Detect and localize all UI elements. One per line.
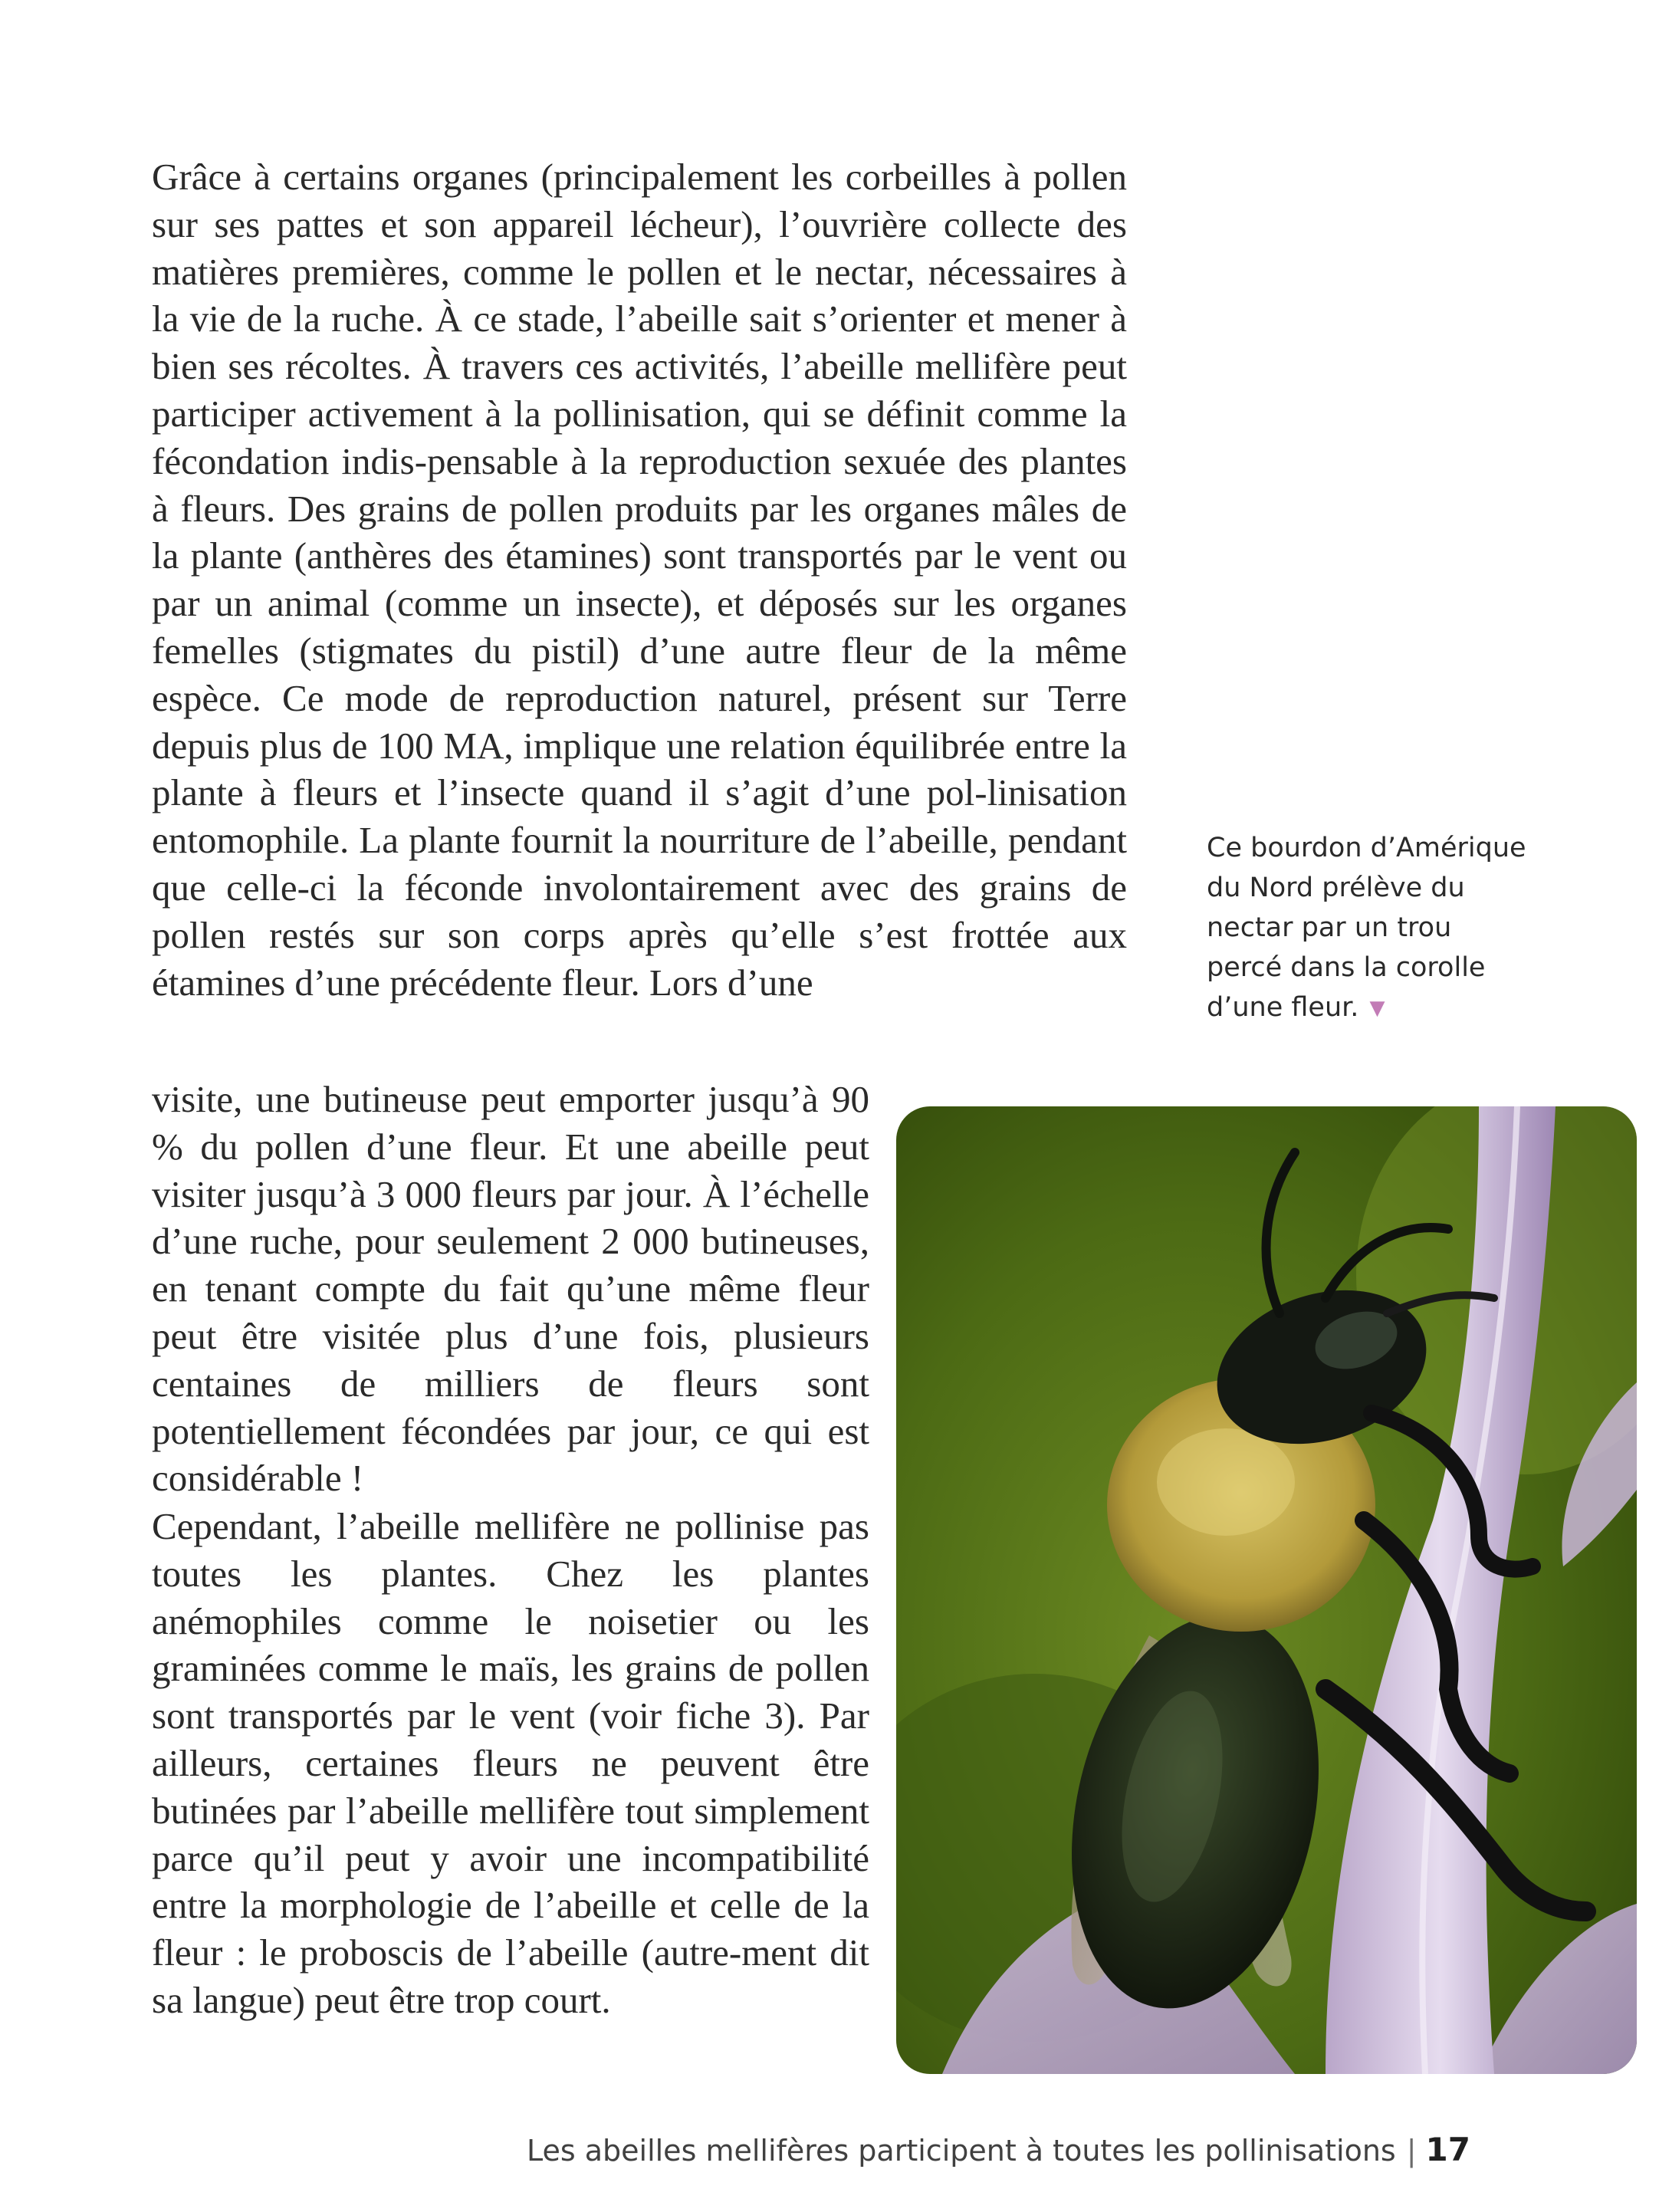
body-paragraph-2: visite, une butineuse peut emporter jusqu’à 90 % du pollen d’une fleur. Et une abeille peut visiter jusqu’à 3 000 fleurs par jour. À l’échelle d’une ruche, pour seulement 2 000 butineuses, en tenant compte du fait qu’une même fleur peut être visitée plus d’une fois, plusieurs centaines de milliers de fleurs sont potentiellement fécondées par jour, ce qui est considérable !: [152, 1078, 869, 1500]
page-number: 17: [1425, 2131, 1470, 2168]
caption-text: Ce bourdon d’Amérique du Nord prélève du nectar par un trou percé dans la corolle d’une fleur.: [1207, 833, 1526, 1023]
bumblebee-illustration: [896, 1106, 1637, 2074]
bumblebee-photo: [896, 1106, 1637, 2074]
footer-chapter-title: Les abeilles mellifères participent à toutes les pollinisations: [526, 2134, 1396, 2168]
body-paragraph-1: Grâce à certains organes (principalement les corbeilles à pollen sur ses pattes et son appareil lécheur), l’ouvrière collecte des matières premières, comme le pollen et le nectar, nécessaires à la vie de la ruche. À ce stade, l’abeille sait s’orienter et mener à bien ses récoltes. À travers ces activités, l’abeille mellifère peut participer activement à la pollinisation, qui se définit comme la fécondation indis-pensable à la reproduction sexuée des plantes à fleurs. Des grains de pollen produits par les organes mâles de la plante (anthères des étamines) sont transportés par le vent ou par un animal (comme un insecte), et déposés sur les organes femelles (stigmates du pistil) d’une autre fleur de la même espèce. Ce mode de reproduction naturel, présent sur Terre depuis plus de 100 MA, implique une relation équilibrée entre la plante à fleurs et l’insecte quand il s’agit d’une pol-linisation entomophile. La plante fournit la nourriture de l’abeille, pendant que celle-ci la féconde involontairement avec des grains de pollen restés sur son corps après qu’elle s’est frottée aux étamines d’une précédente fleur. Lors d’une: [152, 156, 1127, 1004]
body-paragraph-3: Cependant, l’abeille mellifère ne pollinise pas toutes les plantes. Chez les plantes anémophiles comme le noisetier ou les graminées comme le maïs, les grains de pollen sont transportés par le vent (voir fiche 3). Par ailleurs, certaines fleurs ne peuvent être butinées par l’abeille mellifère tout simplement parce qu’il peut y avoir une incompatibilité entre la morphologie de l’abeille et celle de la fleur : le proboscis de l’abeille (autre-ment dit sa langue) peut être trop court.: [152, 1505, 869, 2021]
photo-caption: [1207, 828, 1529, 1028]
caption-arrow-icon: ▼: [1369, 997, 1385, 1020]
page-footer: [527, 2131, 1470, 2168]
footer-separator: |: [1406, 2134, 1417, 2168]
